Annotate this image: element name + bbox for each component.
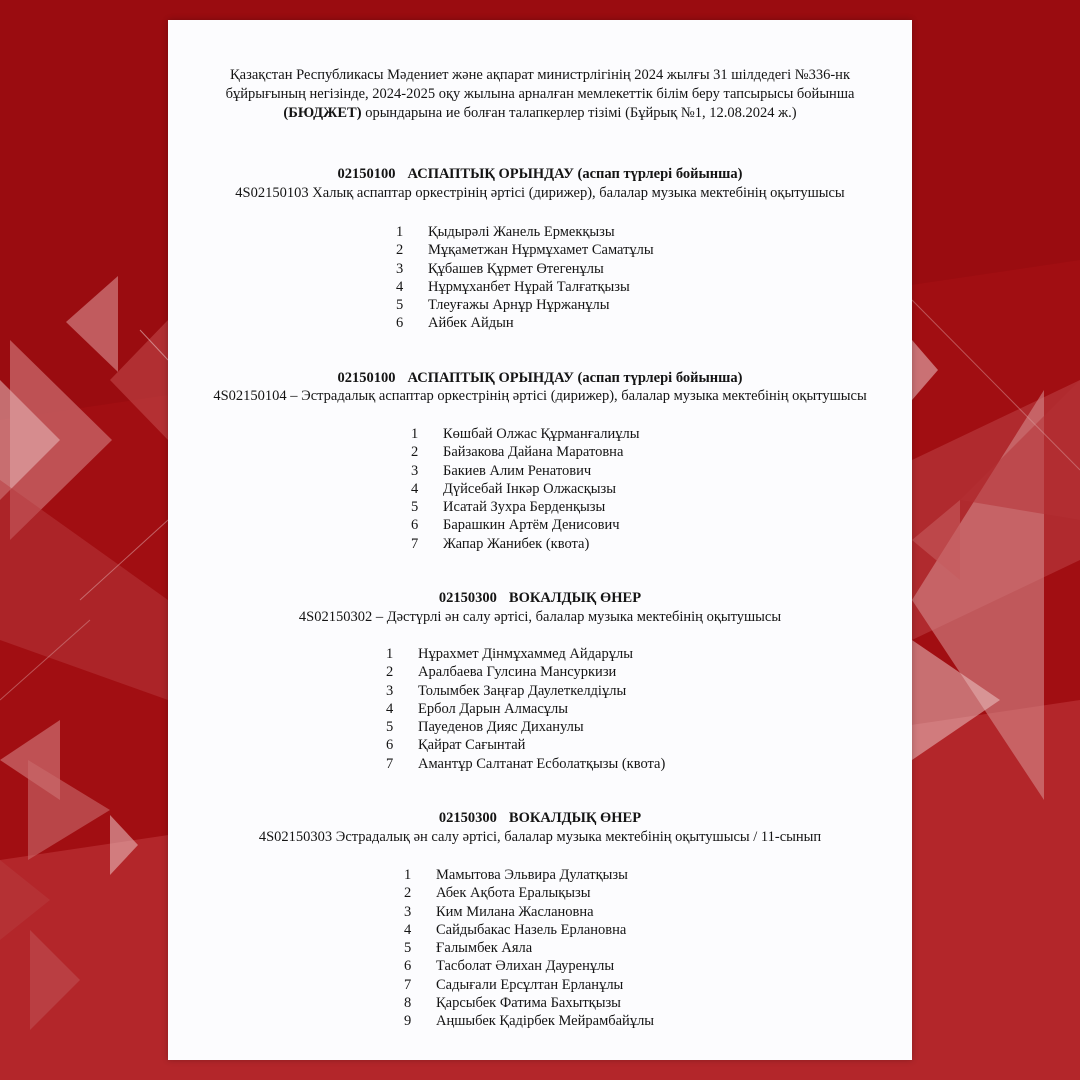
- list-item: [386, 736, 665, 754]
- list-item: [411, 480, 639, 498]
- list-item: [396, 314, 654, 332]
- document-page: [168, 20, 912, 1060]
- list-number: 7: [386, 755, 394, 772]
- section-subtitle-2: 4S02150104 – Эстрадалық аспаптар оркестрінің әртісі (дирижер), балалар музыка мектебінің оқытушысы: [213, 388, 867, 404]
- intro-line-1: Қазақстан Республикасы Мәдениет және ақпарат министрлігінің 2024 жылғы 31 шілдедегі №336-нк: [230, 67, 850, 83]
- document-intro: [168, 66, 912, 123]
- section-title-2: [168, 370, 912, 387]
- student-name: Қарсыбек Фатима Бахытқызы: [436, 995, 621, 1012]
- list-item: [411, 462, 639, 480]
- list-item: [404, 957, 654, 975]
- intro-budget-label: (БЮДЖЕТ): [283, 105, 362, 121]
- list-item: [411, 498, 639, 516]
- student-name: Қыдырәлі Жанель Ермекқызы: [428, 224, 615, 240]
- list-number: 1: [404, 867, 412, 883]
- student-name: Тлеуғажы Арнұр Нұржанұлы: [428, 297, 610, 314]
- section-name: АСПАПТЫҚ ОРЫНДАУ (аспап түрлері бойынша): [407, 370, 743, 386]
- list-item: [386, 682, 665, 700]
- list-item: [396, 296, 654, 314]
- intro-line-3: [168, 104, 912, 123]
- student-name: Бакиев Алим Ренатович: [443, 462, 592, 479]
- section-subtitle-3: 4S02150302 – Дәстүрлі ән салу әртісі, балалар музыка мектебінің оқытушысы: [298, 609, 782, 625]
- list-item: [386, 663, 665, 681]
- section-code: 02150300: [438, 590, 497, 606]
- student-name: Нұрмұханбет Нұрай Талғатқызы: [428, 278, 630, 295]
- list-item: [396, 241, 654, 259]
- list-number: 1: [411, 426, 419, 442]
- list-number: 5: [411, 499, 419, 516]
- student-name: Дүйсебай Інкәр Олжасқызы: [443, 480, 616, 497]
- list-number: 4: [396, 278, 404, 295]
- list-number: 5: [404, 940, 412, 957]
- list-item: [411, 516, 639, 534]
- list-item: [404, 866, 654, 884]
- list-number: 5: [386, 719, 394, 736]
- list-number: 6: [396, 315, 404, 332]
- list-number: 9: [404, 1013, 412, 1030]
- student-list-4: [404, 866, 654, 1031]
- student-name: Аралбаева Гулсина Мансуркизи: [418, 664, 617, 681]
- section-code: 02150100: [337, 370, 396, 386]
- student-name: Жапар Жанибек (квота): [443, 535, 590, 552]
- section-title-1: [168, 166, 912, 183]
- list-item: [404, 921, 654, 939]
- student-name: Пауеденов Дияс Диханулы: [418, 719, 584, 736]
- intro-line-2: бұйрығының негізінде, 2024-2025 оқу жылына арналған мемлекеттік білім беру тапсырысы бойынша: [225, 86, 855, 102]
- list-number: 3: [411, 462, 419, 479]
- student-name: Тасболат Әлихан Дауренұлы: [436, 958, 615, 975]
- list-item: [404, 939, 654, 957]
- section-code: 02150300: [438, 810, 497, 826]
- list-number: 7: [404, 976, 412, 993]
- list-number: 3: [404, 903, 412, 920]
- student-name: Абек Ақбота Ералықызы: [436, 885, 591, 902]
- student-name: Айбек Айдын: [428, 315, 514, 332]
- list-number: 4: [386, 700, 394, 717]
- list-number: 7: [411, 535, 419, 552]
- list-item: [404, 903, 654, 921]
- student-list-1: [396, 223, 654, 333]
- list-item: [386, 718, 665, 736]
- list-number: 2: [386, 664, 394, 681]
- student-list-3: [386, 645, 665, 773]
- list-number: 1: [386, 646, 394, 662]
- section-title-3: [168, 590, 912, 607]
- list-item: [386, 645, 665, 663]
- section-name: ВОКАЛДЫҚ ӨНЕР: [508, 810, 642, 826]
- list-number: 3: [386, 682, 394, 699]
- student-name: Мамытова Эльвира Дулатқызы: [436, 867, 628, 883]
- student-list-2: [411, 425, 639, 553]
- student-name: Байзакова Дайана Маратовна: [443, 444, 624, 461]
- list-item: [404, 976, 654, 994]
- list-item: [386, 755, 665, 773]
- student-name: Құбашев Құрмет Өтегенұлы: [428, 260, 604, 277]
- student-name: Мұқаметжан Нұрмұхамет Саматұлы: [428, 242, 654, 259]
- list-number: 4: [411, 480, 419, 497]
- list-item: [411, 443, 639, 461]
- student-name: Аңшыбек Қадірбек Мейрамбайұлы: [436, 1013, 655, 1030]
- section-code: 02150100: [337, 166, 396, 182]
- list-item: [411, 535, 639, 553]
- student-name: Исатай Зухра Берденқызы: [443, 499, 606, 516]
- list-item: [396, 223, 654, 241]
- list-number: 6: [404, 958, 412, 975]
- list-item: [404, 994, 654, 1012]
- student-name: Садығали Ерсұлтан Ерланұлы: [436, 976, 624, 993]
- list-number: 1: [396, 224, 404, 240]
- student-name: Амантұр Салтанат Есболатқызы (квота): [418, 755, 666, 772]
- list-item: [404, 884, 654, 902]
- list-number: 6: [411, 517, 419, 534]
- student-name: Нұрахмет Дінмұхаммед Айдарұлы: [418, 646, 633, 662]
- student-name: Қайрат Сағынтай: [418, 737, 526, 754]
- list-number: 2: [396, 242, 404, 259]
- student-name: Ербол Дарын Алмасұлы: [418, 700, 568, 717]
- list-item: [411, 425, 639, 443]
- list-number: 2: [411, 444, 419, 461]
- list-number: 5: [396, 297, 404, 314]
- student-name: Көшбай Олжас Құрманғалиұлы: [443, 426, 640, 442]
- list-item: [396, 260, 654, 278]
- list-item: [386, 700, 665, 718]
- section-subtitle-1: 4S02150103 Халық аспаптар оркестрінің әртісі (дирижер), балалар музыка мектебінің оқытушысы: [235, 185, 845, 201]
- section-name: ВОКАЛДЫҚ ӨНЕР: [508, 590, 642, 606]
- list-number: 6: [386, 737, 394, 754]
- list-number: 3: [396, 260, 404, 277]
- student-name: Сайдыбакас Назель Ерлановна: [436, 921, 627, 938]
- student-name: Ғалымбек Аяла: [436, 940, 533, 957]
- student-name: Барашкин Артём Денисович: [443, 517, 620, 534]
- list-number: 8: [404, 995, 412, 1012]
- intro-line-3-rest: орындарына ие болған талапкерлер тізімі (Бұйрық №1, 12.08.2024 ж.): [361, 105, 797, 121]
- list-number: 4: [404, 921, 412, 938]
- student-name: Толымбек Заңғар Даулеткелдіұлы: [418, 682, 627, 699]
- list-item: [404, 1012, 654, 1030]
- section-name: АСПАПТЫҚ ОРЫНДАУ (аспап түрлері бойынша): [407, 166, 743, 182]
- section-subtitle-4: 4S02150303 Эстрадалық ән салу әртісі, балалар музыка мектебінің оқытушысы / 11-сынып: [258, 829, 822, 845]
- list-item: [396, 278, 654, 296]
- list-number: 2: [404, 885, 412, 902]
- section-title-4: [168, 810, 912, 827]
- student-name: Ким Милана Жаслановна: [436, 903, 594, 920]
